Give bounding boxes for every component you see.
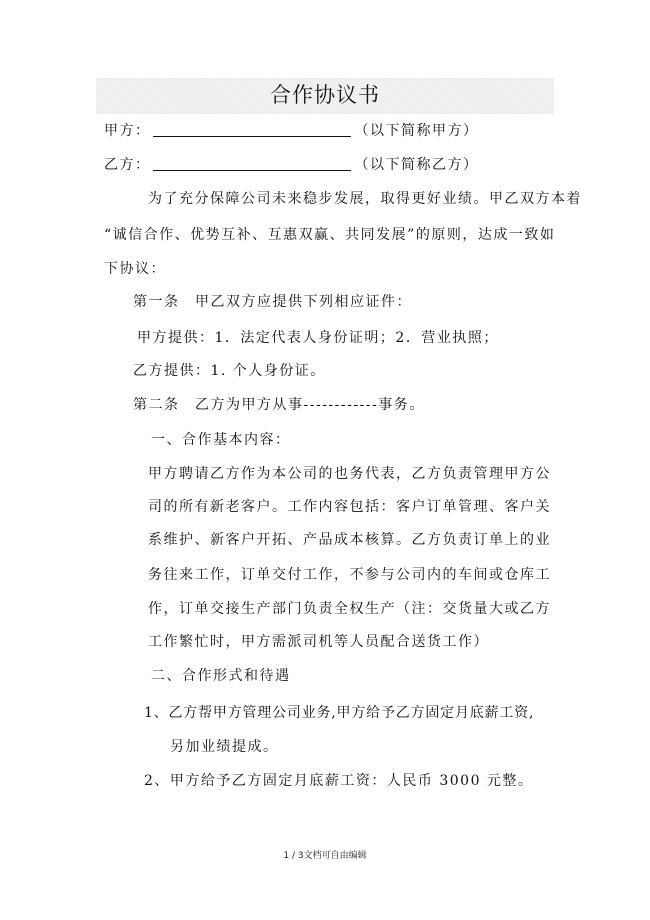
intro-line-1: 为了充分保障公司未来稳步发展，取得更好业绩。甲乙双方本着 — [148, 191, 582, 207]
party-b-line — [104, 155, 479, 175]
section-1-body-line: 司的所有新老客户。工作内容包括：客户订单管理、客户关 — [148, 499, 551, 515]
party-b-suffix: （以下简称乙方） — [354, 157, 479, 173]
item-2: 2、甲方给予乙方固定月底薪工资：人民币 3000 元整。 — [144, 773, 534, 789]
article-1-heading: 第一条 甲乙双方应提供下列相应证件： — [133, 294, 412, 310]
party-b-documents: 乙方提供：1. 个人身份证。 — [133, 363, 326, 379]
section-1-title: 一、合作基本内容： — [151, 432, 291, 448]
section-1-body-line: 工作繁忙时，甲方需派司机等人员配合送货工作） — [148, 634, 489, 650]
item-1-line-2: 另加业绩提成。 — [170, 739, 279, 755]
section-1-body-line: 系维护、新客户开拓、产品成本核算。乙方负责订单上的业 — [148, 532, 551, 548]
article-2-heading: 第二条 乙方为甲方从事------------事务。 — [133, 397, 425, 413]
party-a-blank — [153, 121, 351, 137]
item-1-line-1: 1、乙方帮甲方管理公司业务,甲方给予乙方固定月底薪工资, — [144, 705, 535, 721]
party-a-label: 甲方： — [104, 123, 151, 139]
party-a-suffix: （以下简称甲方） — [354, 123, 479, 139]
section-1-body-line: 务往来工作，订单交付工作，不参与公司内的车间或仓库工 — [148, 567, 551, 583]
section-1-body-line: 甲方聘请乙方作为本公司的也务代表，乙方负责管理甲方公 — [148, 466, 551, 482]
section-2-title: 二、合作形式和待遇 — [151, 668, 291, 684]
party-a-documents: 甲方提供：1．法定代表人身份证明；2．营业执照； — [137, 330, 499, 346]
party-b-label: 乙方： — [104, 157, 151, 173]
party-b-blank — [153, 155, 351, 171]
page-footer: 1 / 3文档可自由编辑 — [283, 851, 367, 861]
document-title: 合作协议书 — [270, 83, 380, 107]
intro-line-2: “诚信合作、优势互补、互惠双赢、共同发展”的原则，达成一致如 — [104, 227, 556, 243]
party-a-line — [104, 121, 479, 141]
section-1-body-line: 作，订单交接生产部门负责全权生产（注：交货量大或乙方 — [148, 601, 551, 617]
intro-line-3: 下协议： — [104, 261, 166, 277]
